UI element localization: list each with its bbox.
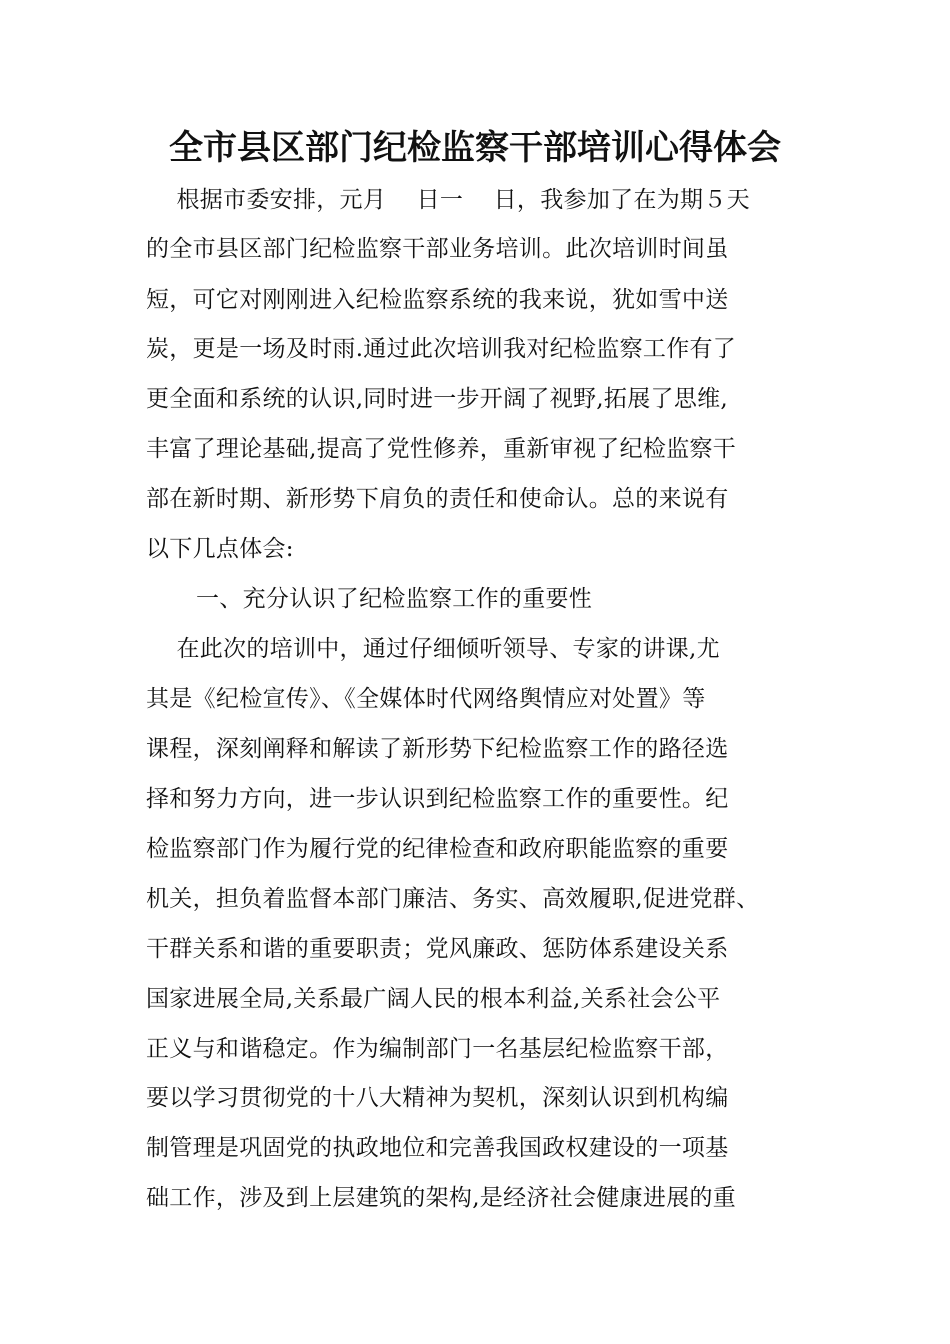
paragraph-line: 课程，深刻阐释和解读了新形势下纪检监察工作的路径选 (146, 736, 729, 762)
paragraph-line: 短，可它对刚刚进入纪检监察系统的我来说，犹如雪中送 (146, 287, 729, 313)
paragraph-line: 部在新时期、新形势下肩负的责任和使命认。总的来说有 (146, 486, 729, 512)
paragraph-line: 正义与和谐稳定。作为编制部门一名基层纪检监察干部， (146, 1036, 729, 1062)
paragraph-line: 制管理是巩固党的执政地位和完善我国政权建设的一项基 (146, 1135, 729, 1161)
document-title: 全市县区部门纪检监察干部培训心得体会 (169, 128, 781, 168)
paragraph-line: 其是《纪检宣传》、《全媒体时代网络舆情应对处置》等 (146, 686, 706, 712)
paragraph-line: 择和努力方向，进一步认识到纪检监察工作的重要性。纪 (146, 786, 729, 812)
paragraph-line: 在此次的培训中，通过仔细倾听领导、专家的讲课,尤 (146, 636, 720, 662)
paragraph-line: 以下几点体会: (146, 536, 294, 562)
paragraph-line: 机关，担负着监督本部门廉洁、务实、高效履职,促进党群、 (146, 886, 760, 912)
paragraph-line: 根据市委安排，元月 日一 日，我参加了在为期５天 (146, 187, 750, 213)
paragraph-line: 要以学习贯彻党的十八大精神为契机，深刻认识到机构编 (146, 1085, 729, 1111)
paragraph-line: 干群关系和谐的重要职责；党风廉政、惩防体系建设关系 (146, 936, 729, 962)
paragraph-line: 础工作，涉及到上层建筑的架构,是经济社会健康进展的重 (146, 1185, 737, 1211)
section-heading: 一、充分认识了纪检监察工作的重要性 (196, 586, 593, 612)
paragraph-line: 国家进展全局,关系最广阔人民的根本利益,关系社会公平 (146, 986, 721, 1012)
paragraph-line: 检监察部门作为履行党的纪律检查和政府职能监察的重要 (146, 836, 729, 862)
paragraph-line: 炭，更是一场及时雨.通过此次培训我对纪检监察工作有了 (146, 336, 737, 362)
paragraph-line: 更全面和系统的认识,同时进一步开阔了视野,拓展了思维, (146, 386, 729, 412)
paragraph-line: 的全市县区部门纪检监察干部业务培训。此次培训时间虽 (146, 236, 729, 262)
paragraph-line: 丰富了理论基础,提高了党性修养，重新审视了纪检监察干 (146, 436, 737, 462)
